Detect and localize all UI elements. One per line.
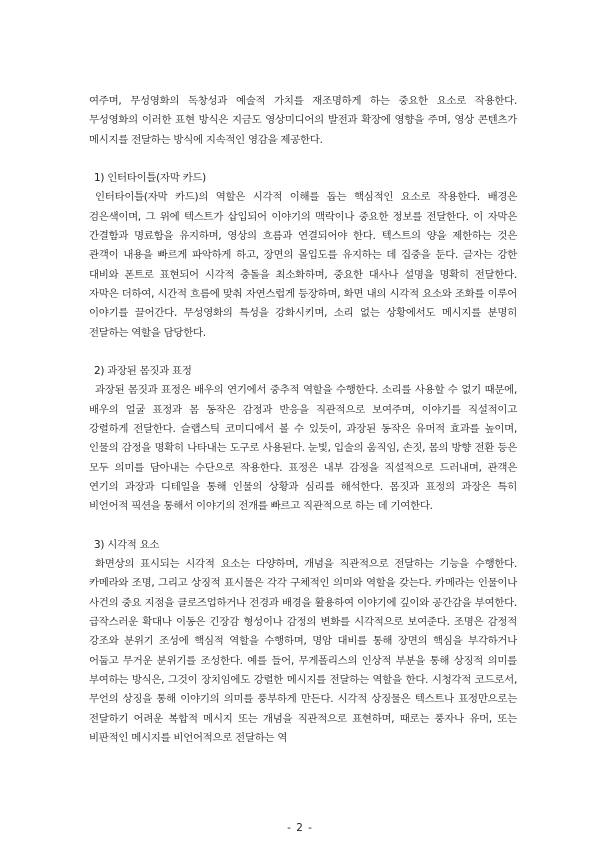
spacer: [89, 517, 517, 536]
document-page: [89, 92, 517, 748]
page-number: - 2 -: [287, 822, 313, 834]
section-heading-intertitle: 1) 인터타이틀(자막 카드): [94, 172, 206, 185]
spacer: [89, 343, 517, 362]
section-body-intertitle: 인터타이틀(자막 카드)의 역할은 시각적 이해를 돕는 핵심적인 요소로 작용한다. 배경은 검은색이며, 그 위에 텍스트가 삽입되어 이야기의 맥락이나 중요한 정보를 전달한다. 이 자막은 간결함과 명료함을 유지하며, 영상의 흐름과 연결되어야 한다. 텍스트의 양을 제한하는 것은 관객이 내용을 빠르게 파악하게 하고, 장면의 몰입도를 유지하는 데 집중을 둔다. 글자는 강한 대비와 폰트로 표현되어 시각적 충돌을 최소화하며, 중요한 대사나 설명을 명확히 전달한다. 자막은 더하여, 시간적 흐름에 맞춰 자연스럽게 등장하며, 화면 내의 시각적 요소와 조화를 이루어 이야기를 끌어간다. 무성영화의 특성을 강화시키며, 소리 없는 상황에서도 메시지를 분명히 전달하는 역할을 담당한다.: [89, 191, 517, 339]
section-body-gesture: 과장된 몸짓과 표정은 배우의 연기에서 중추적 역할을 수행한다. 소리를 사용할 수 없기 때문에, 배우의 얼굴 표정과 몸 동작은 감정과 반응을 직관적으로 보여주며, 이야기를 직설적이고 강렬하게 전달한다. 슬랩스틱 코미디에서 볼 수 있듯이, 과장된 동작은 유머적 효과를 높이며, 인물의 감정을 명확히 나타내는 도구로 사용된다. 눈빛, 입술의 움직임, 손짓, 몸의 방향 전환 등은 모두 의미를 담아내는 수단으로 작용한다. 표정은 내부 감정을 직설적으로 드러내며, 관객은 연기의 과장과 디테일을 통해 인물의 상황과 심리를 해석한다. 몸짓과 표정의 과장은 특히 비언어적 픽션을 통해서 이야기의 전개를 빠르고 직관적으로 하는 데 기여한다.: [89, 384, 517, 513]
intro-paragraph: 여주며, 무성영화의 독창성과 예술적 가치를 재조명하게 하는 중요한 요소로 작용한다. 무성영화의 이러한 표현 방식은 지금도 영상미디어의 발전과 확장에 영향을 주며, 영상 콘텐츠가 메시지를 전달하는 방식에 지속적인 영감을 제공한다.: [89, 95, 517, 146]
section-body-visual: 화면상의 표시되는 시각적 요소는 다양하며, 개념을 직관적으로 전달하는 기능을 수행한다. 카메라와 조명, 그리고 상징적 표시물은 각각 구체적인 의미와 역할을 갖는다. 카메라는 인물이나 사건의 중요 지점을 클로즈업하거나 전경과 배경을 활용하여 이야기에 깊이와 공간감을 부여한다. 급작스러운 확대나 이동은 긴장감 형성이나 감정의 변화를 시각적으로 보여준다. 조명은 감정적 강조와 분위기 조성에 핵심적 역할을 수행하며, 명암 대비를 통해 장면의 핵심을 부각하거나 어둡고 무거운 분위기를 조성한다. 예를 들어, 무게폴리스의 인상적 부분을 통해 상징적 의미를 부여하는 방식은, 그것이 장치임에도 강렬한 메시지를 전달하는 역할을 한다. 시청각적 코드로서, 무언의 상징을 통해 이야기의 의미를 풍부하게 만든다. 시각적 상징물은 텍스트나 표정만으로는 전달하기 어려운 복합적 메시지 또는 개념을 직관적으로 표현하며, 때로는 풍자나 유머, 또는 비판적인 메시지를 비언어적으로 전달하는 역: [89, 558, 517, 744]
section-heading-gesture: 2) 과장된 몸짓과 표정: [94, 365, 192, 378]
section-heading-visual: 3) 시각적 요소: [94, 538, 160, 551]
spacer: [89, 150, 517, 169]
